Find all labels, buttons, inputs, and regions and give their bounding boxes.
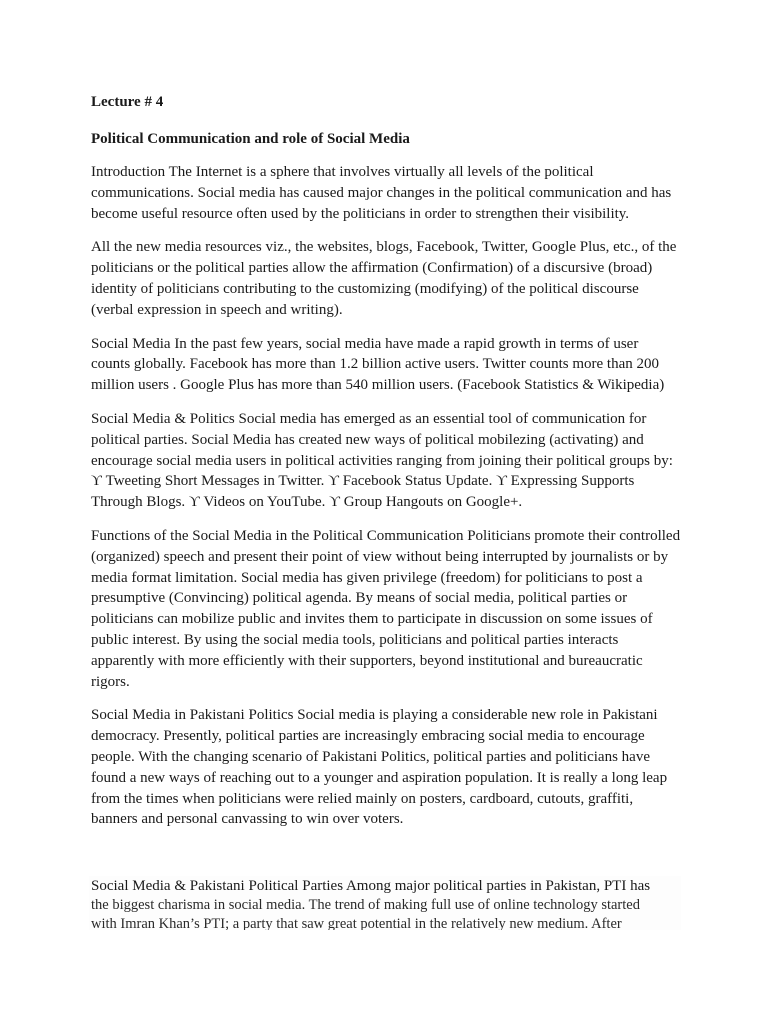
- lecture-label: Lecture # 4: [91, 94, 164, 110]
- paragraph-functions: Functions of the Social Media in the Political Communication Politicians promote their controlled (organized) speech and present their point of view without being interrupted by journalists or by media format limitation. Social media has given privilege (freedom) for politicians to post a presumptive (Convincing) political agenda. By means of social media, political parties or politicians can mobilize public and invites them to participate in discussion on some issues of public interest. By using the social media tools, politicians and political parties interacts apparently with more efficiently with their supporters, beyond institutional and bureaucratic rigors.: [91, 527, 681, 690]
- clipped-line-2: the biggest charisma in social media. The trend of making full use of online technology started: [91, 897, 640, 913]
- paragraph-pakistani-politics: Social Media in Pakistani Politics Social media is playing a considerable new role in Pakistani democracy. Presently, political parties are increasingly embracing social media to encourage people. With the changing scenario of Pakistani Politics, political parties and politicians have found a new ways of reaching out to a younger and aspiration population. It is really a long leap from the times when politicians were relied mainly on posters, cardboard, cutouts, graffiti, banners and personal canvassing to win over voters.: [91, 707, 668, 828]
- clipped-line-1: Social Media & Pakistani Political Parties Among major political parties in Pakistan, PTI has: [91, 878, 651, 894]
- document-title: Political Communication and role of Social Media: [91, 131, 410, 147]
- document-page: [91, 90, 681, 843]
- paragraph-social-media: Social Media In the past few years, social media have made a rapid growth in terms of user counts globally. Facebook has more than 1.2 billion active users. Twitter counts more than 200 million users . Google Plus has more than 540 million users. (Facebook Statistics & Wikipedia): [91, 335, 665, 394]
- paragraph-social-media-politics: Social Media & Politics Social media has emerged as an essential tool of communication for political parties. Social Media has created new ways of political mobilezing (activating) and encourage social media users in political activities ranging from joining their political groups by: ϒ Tweeting Short Messages in Twitter. ϒ Facebook Status Update. ϒ Expressing Supports Through Blogs. ϒ Videos on YouTube. ϒ Group Hangouts on Google+.: [91, 410, 673, 511]
- paragraph-new-media: All the new media resources viz., the websites, blogs, Facebook, Twitter, Google Plus, etc., of the politicians or the political parties allow the affirmation (Confirmation) of a discursive (broad) identity of politicians contributing to the customizing (modifying) of the political discourse (verbal expression in speech and writing).: [91, 239, 677, 318]
- paragraph-introduction: Introduction The Internet is a sphere that involves virtually all levels of the political communications. Social media has caused major changes in the political communication and has become useful resource often used by the politicians in order to strengthen their visibility.: [91, 164, 672, 222]
- clipped-line-3: with Imran Khan’s PTI; a party that saw great potential in the relatively new medium. After: [91, 916, 622, 930]
- clipped-paragraph-political-parties: [89, 876, 681, 930]
